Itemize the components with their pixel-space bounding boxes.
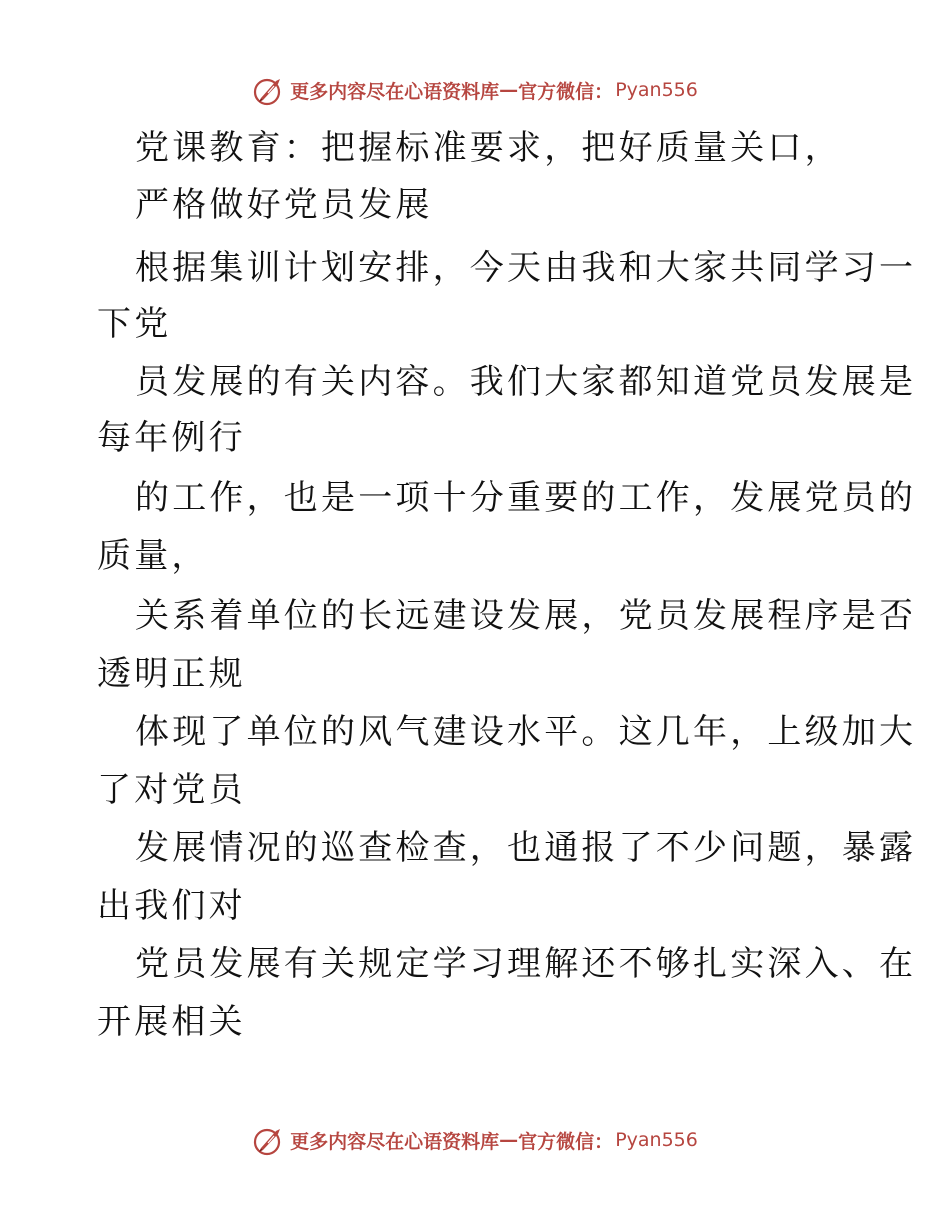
watermark-wechat-id: Pyan556 [615, 1129, 698, 1151]
quill-pen-logo-icon [252, 1123, 286, 1157]
watermark-site-text: 更多内容尽在心语资料库 [290, 1130, 500, 1153]
watermark-dash: — [499, 79, 519, 101]
doc-line: 体现了单位的风气建设水平。这几年，上级加大 [135, 712, 917, 752]
doc-line: 质量， [97, 536, 209, 576]
watermark-site-text: 更多内容尽在心语资料库 [290, 80, 500, 103]
doc-line: 根据集训计划安排，今天由我和大家共同学习一 [135, 248, 917, 288]
doc-line: 开展相关 [97, 1002, 246, 1042]
doc-line: 的工作，也是一项十分重要的工作，发展党员的 [135, 478, 917, 518]
watermark-wechat-id: Pyan556 [615, 79, 698, 101]
doc-line-title-1: 党课教育：把握标准要求，把好质量关口， [135, 128, 842, 168]
quill-pen-logo-icon [252, 73, 286, 107]
doc-line: 关系着单位的长远建设发展，党员发展程序是否 [135, 596, 917, 636]
header-watermark [0, 70, 950, 110]
doc-line: 每年例行 [97, 418, 246, 458]
doc-line-title-2: 严格做好党员发展 [135, 185, 433, 225]
doc-line: 出我们对 [97, 886, 246, 926]
doc-line: 员发展的有关内容。我们大家都知道党员发展是 [135, 362, 917, 402]
watermark-dash: — [499, 1129, 519, 1151]
footer-watermark [0, 1120, 950, 1160]
doc-line: 发展情况的巡查检查，也通报了不少问题，暴露 [135, 828, 917, 868]
doc-line: 下党 [97, 304, 172, 344]
watermark-wechat-label: 官方微信： [518, 80, 614, 103]
doc-line: 党员发展有关规定学习理解还不够扎实深入、在 [135, 944, 917, 984]
doc-line: 了对党员 [97, 770, 246, 810]
watermark-wechat-label: 官方微信： [518, 1130, 614, 1153]
doc-line: 透明正规 [97, 654, 246, 694]
